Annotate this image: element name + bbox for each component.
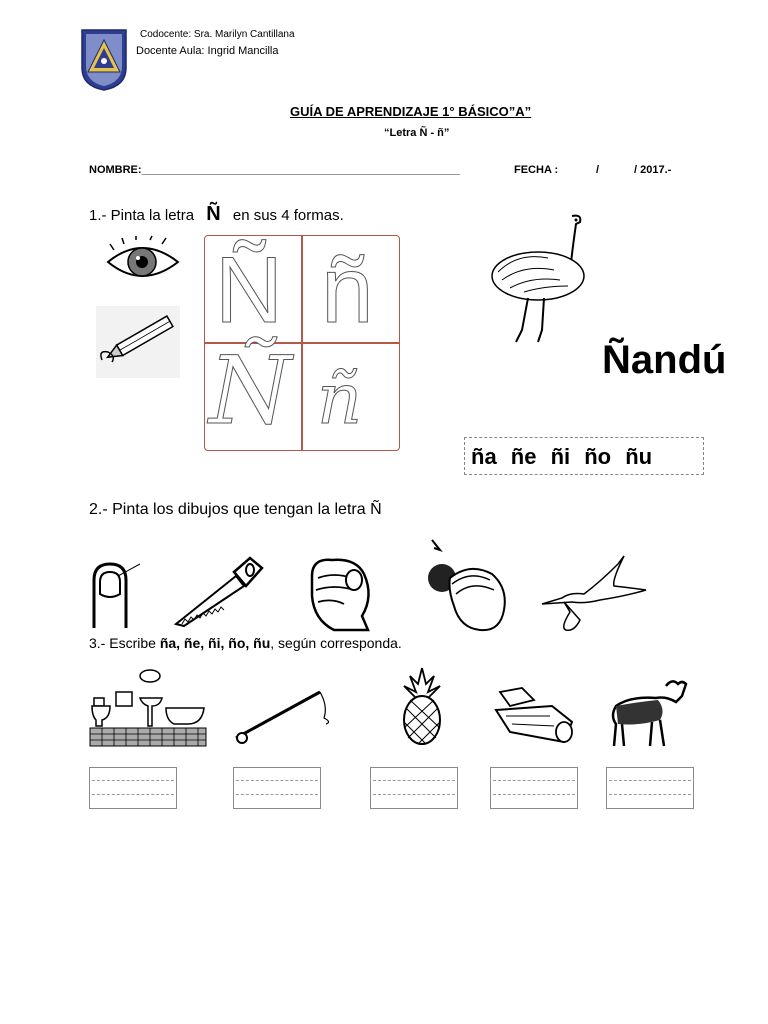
nandu-icon — [488, 212, 592, 348]
hair-bun-icon[interactable] — [420, 540, 510, 632]
syllables-text: ña ñe ñi ño ñu — [471, 444, 653, 469]
section3-suffix: , según corresponda. — [270, 635, 402, 651]
syllables-box — [464, 437, 704, 475]
date-separator-1: / — [596, 164, 600, 176]
section3-syllables: ña, ñe, ñi, ño, ñu — [159, 635, 271, 651]
section1-suffix: en sus 4 formas. — [232, 207, 344, 224]
section1-instruction — [89, 203, 344, 226]
date-field-label: FECHA : — [514, 164, 559, 176]
write-box-3[interactable] — [370, 767, 458, 809]
fist-icon[interactable] — [304, 556, 376, 632]
section2-instruction: 2.- Pinta los dibujos que tengan la letra Ñ — [89, 501, 382, 518]
section3-instruction — [89, 635, 402, 651]
word-nandu: Ñandú — [602, 338, 727, 382]
stork-icon[interactable] — [540, 552, 648, 632]
section1-prefix: 1.- Pinta la letra — [89, 207, 195, 224]
grid-letter-upper-print[interactable]: Ñ — [215, 237, 283, 342]
codocente-text: Codocente: Sra. Marilyn Cantillana — [140, 29, 295, 40]
write-box-1[interactable] — [89, 767, 177, 809]
eye-icon — [104, 236, 182, 288]
pencil-icon — [96, 306, 180, 378]
grid-letter-lower-cursive[interactable]: ñ — [317, 358, 363, 440]
fishing-rod-icon — [228, 686, 338, 748]
grid-letter-lower-print[interactable]: ñ — [321, 237, 374, 342]
wildebeest-icon — [606, 676, 690, 748]
letter-grid — [204, 235, 400, 451]
date-year: / 2017.- — [634, 164, 672, 176]
pineapple-icon — [400, 668, 444, 746]
name-field-label[interactable]: NOMBRE:____________________________________________________ — [89, 164, 460, 176]
logs-icon — [492, 686, 578, 746]
fingernail-icon[interactable] — [88, 560, 144, 630]
section3-prefix: 3.- Escribe — [89, 635, 160, 651]
write-box-5[interactable] — [606, 767, 694, 809]
section1-letter: Ñ — [206, 203, 221, 225]
saw-icon[interactable] — [172, 556, 264, 628]
bathroom-icon — [88, 668, 208, 748]
write-box-4[interactable] — [490, 767, 578, 809]
school-logo — [80, 28, 128, 92]
grid-letter-upper-cursive[interactable]: Ñ — [209, 337, 292, 446]
docente-text: Docente Aula: Ingrid Mancilla — [136, 45, 279, 57]
page-subtitle: “Letra Ñ - ñ” — [384, 127, 450, 139]
page-title: GUÍA DE APRENDIZAJE 1° BÁSICO”A” — [290, 104, 532, 119]
write-box-2[interactable] — [233, 767, 321, 809]
